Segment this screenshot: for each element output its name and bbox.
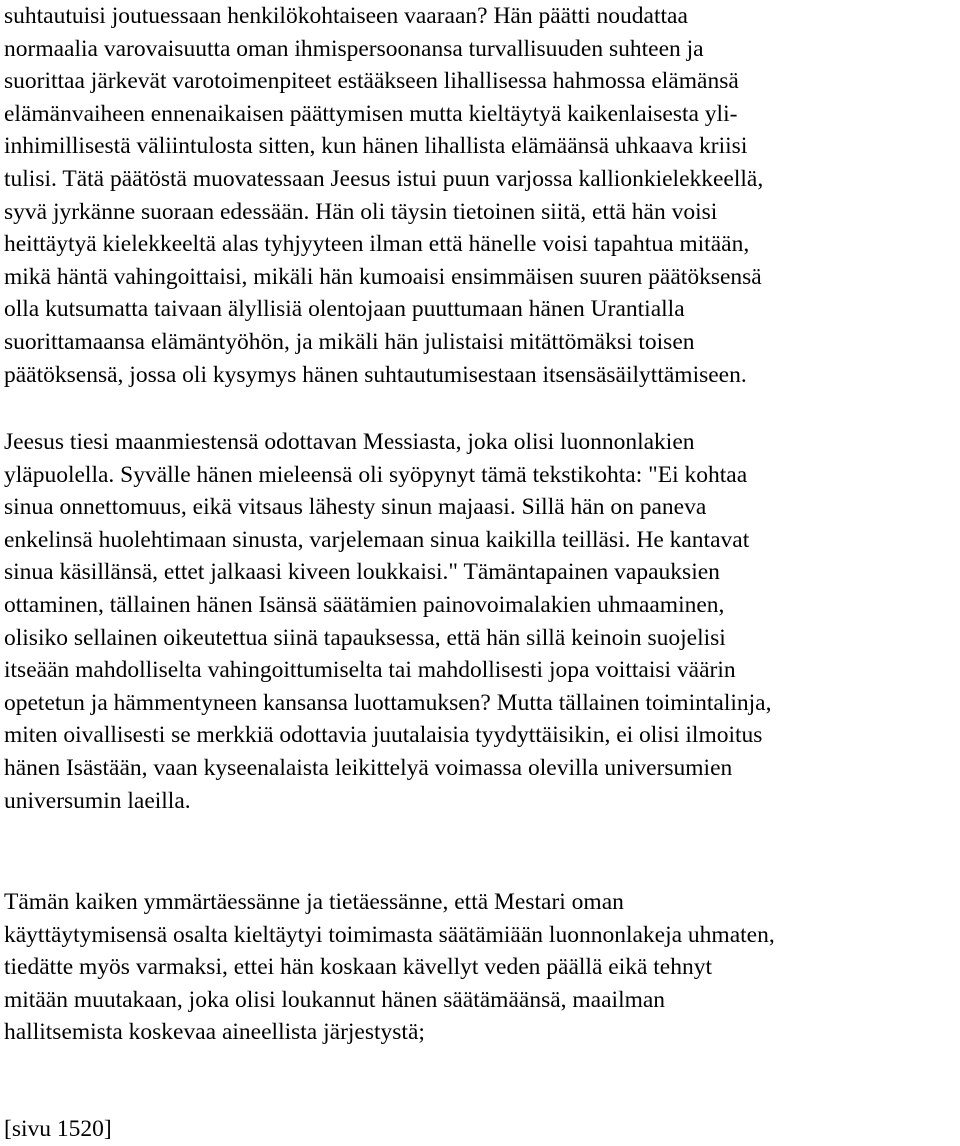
text-line: syvä jyrkänne suoraan edessään. Hän oli täysin tietoinen siitä, että hän voisi	[4, 198, 718, 225]
text-line: mikä häntä vahingoittaisi, mikäli hän kumoaisi ensimmäisen suuren päätöksensä	[4, 263, 762, 290]
text-line: sinua onnettomuus, eikä vitsaus lähesty sinun majaasi. Sillä hän on paneva	[4, 494, 707, 521]
text-line: suorittamaansa elämäntyöhön, ja mikäli hän julistaisi mitättömäksi toisen	[4, 328, 695, 355]
text-line: opetetun ja hämmentyneen kansansa luottamuksen? Mutta tällainen toimintalinja,	[4, 689, 772, 716]
text-line: enkelinsä huolehtimaan sinusta, varjelemaan sinua kaikilla teilläsi. He kantavat	[4, 526, 750, 553]
text-line: päätöksensä, jossa oli kysymys hänen suhtautumisestaan itsensäsäilyttämiseen.	[4, 361, 747, 388]
page-reference-label: [sivu 1520]	[4, 1116, 112, 1142]
text-line: tulisi. Tätä päätöstä muovatessaan Jeesus istui puun varjossa kallionkielekkeellä,	[4, 165, 764, 192]
page-reference	[4, 1113, 112, 1146]
text-line: inhimillisestä väliintulosta sitten, kun hänen lihallista elämäänsä uhkaava kriisi	[4, 133, 748, 160]
text-line: olisiko sellainen oikeutettua siinä tapauksessa, että hän sillä keinoin suojelisi	[4, 624, 726, 651]
paragraph-3	[4, 886, 775, 1049]
text-line: itseään mahdolliselta vahingoittumiselta tai mahdollisesti jopa voittaisi väärin	[4, 657, 736, 684]
text-line: ottaminen, tällainen hänen Isänsä säätämien painovoimalakien uhmaaminen,	[4, 591, 725, 618]
text-line: elämänvaiheen ennenaikaisen päättymisen mutta kieltäytyä kaikenlaisesta yli-	[4, 100, 738, 127]
text-line: mitään muutakaan, joka olisi loukannut hänen säätämäänsä, maailman	[4, 986, 666, 1013]
text-line: universumin laeilla.	[4, 787, 191, 814]
text-line: hänen Isästään, vaan kyseenalaista leikittelyä voimassa olevilla universumien	[4, 754, 733, 781]
text-line: yläpuolella. Syvälle hänen mieleensä oli syöpynyt tämä tekstikohta: "Ei kohtaa	[4, 461, 748, 488]
text-line: suhtautuisi joutuessaan henkilökohtaiseen vaaraan? Hän päätti noudattaa	[4, 3, 688, 29]
text-line: tiedätte myös varmaksi, ettei hän koskaan kävellyt veden päällä eikä tehnyt	[4, 954, 713, 981]
text-line: Jeesus tiesi maanmiestensä odottavan Messiasta, joka olisi luonnonlakien	[4, 429, 695, 455]
paragraph-2	[4, 426, 771, 817]
text-line: käyttäytymisensä osalta kieltäytyi toimimasta säätämiään luonnonlakeja uhmaten,	[4, 921, 775, 948]
text-line: hallitsemista koskevaa aineellista järjestystä;	[4, 1019, 425, 1046]
text-line: olla kutsumatta taivaan älyllisiä olentojaan puuttumaan hänen Urantialla	[4, 296, 685, 323]
text-line: heittäytyä kielekkeeltä alas tyhjyyteen ilman että hänelle voisi tapahtua mitään,	[4, 231, 750, 258]
paragraph-1	[4, 0, 763, 391]
text-line: normaalia varovaisuutta oman ihmispersoonansa turvallisuuden suhteen ja	[4, 35, 704, 62]
text-line: miten oivallisesti se merkkiä odottavia juutalaisia tyydyttäisikin, ei olisi ilmoitus	[4, 722, 763, 749]
text-line: suorittaa järkevät varotoimenpiteet estääkseen lihallisessa hahmossa elämänsä	[4, 68, 739, 95]
text-line: Tämän kaiken ymmärtäessänne ja tietäessänne, että Mestari oman	[4, 889, 624, 915]
text-line: sinua käsillänsä, ettet jalkaasi kiveen loukkaisi." Tämäntapainen vapauksien	[4, 559, 720, 586]
